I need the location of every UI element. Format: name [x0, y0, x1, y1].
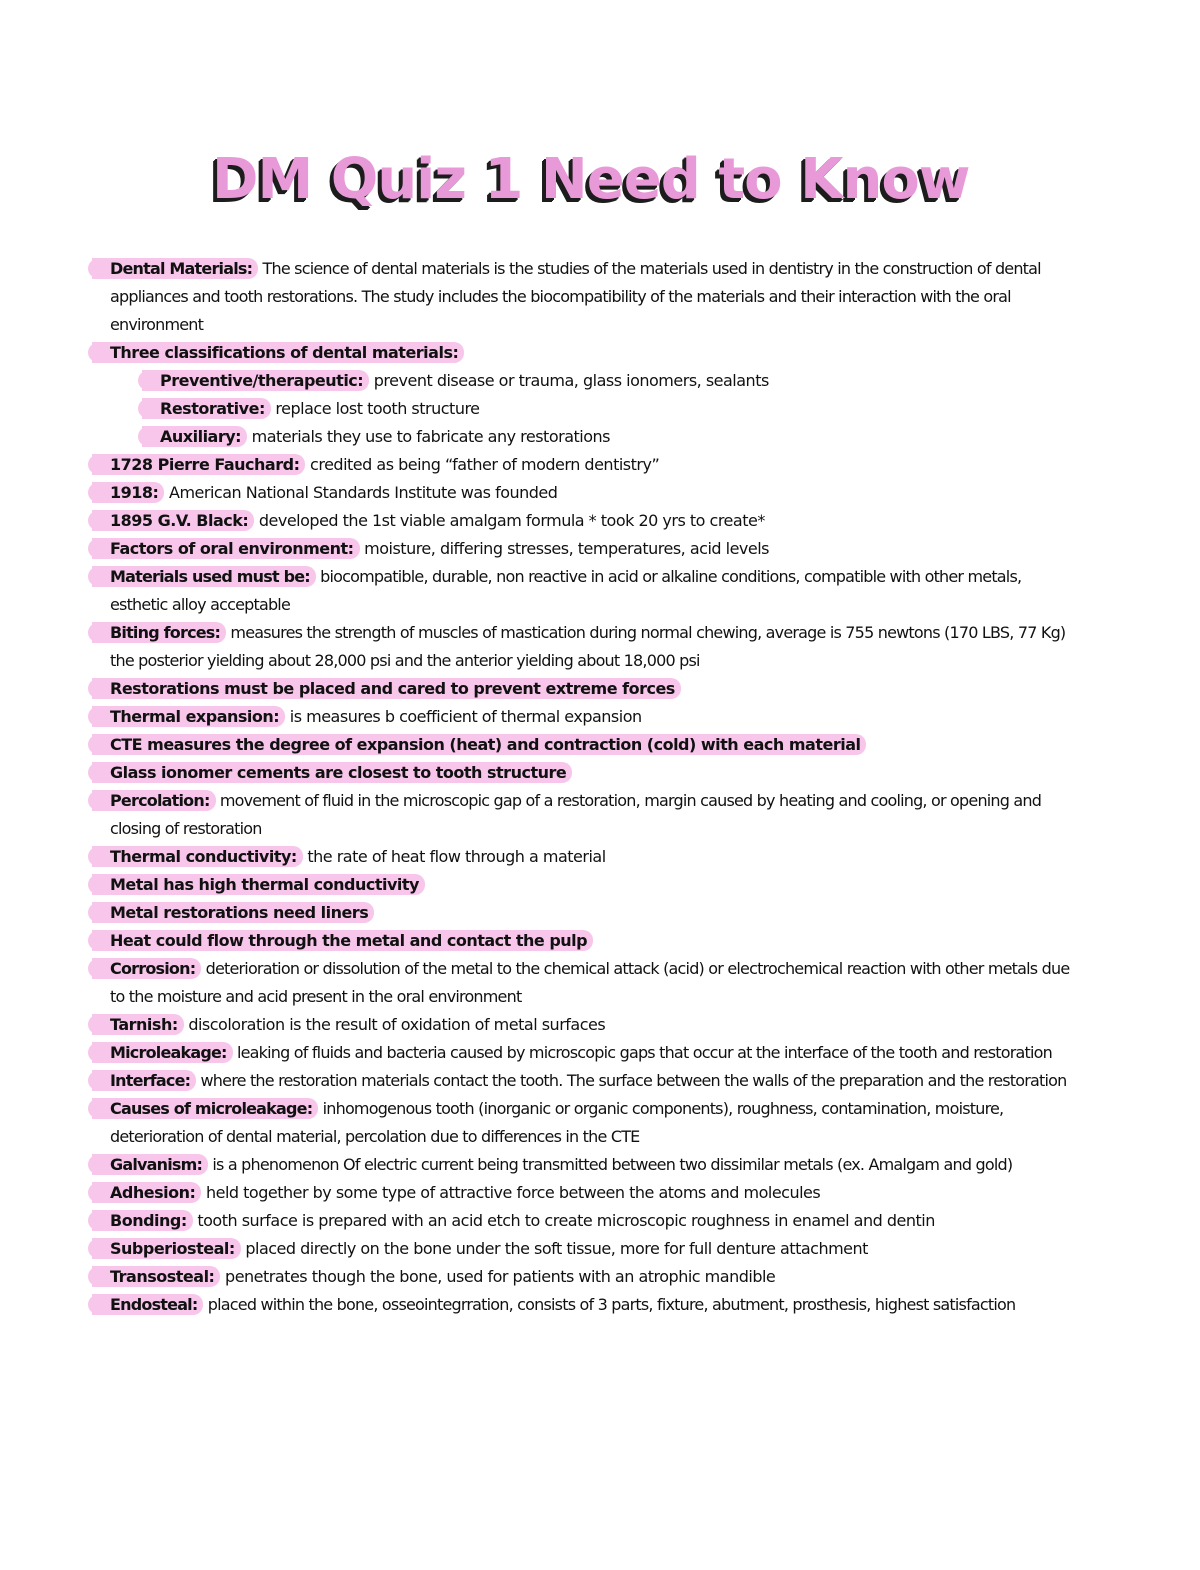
notes-list	[110, 255, 1070, 1319]
list-item	[110, 871, 1070, 899]
list-item	[110, 451, 1070, 479]
list-item	[110, 1039, 1070, 1067]
entry-term: Corrosion:	[110, 958, 201, 979]
entry-description: replace lost tooth structure	[270, 399, 480, 418]
entry-description: placed within the bone, osseointegrration, consists of 3 parts, fixture, abutment, prosthesis, highest satisfaction	[203, 1295, 1016, 1314]
list-item	[110, 1291, 1070, 1319]
entry-description: credited as being “father of modern dentistry”	[305, 455, 660, 474]
entry-term: Microleakage:	[110, 1042, 233, 1063]
entry-term: Biting forces:	[110, 622, 226, 643]
entry-term: Metal has high thermal conductivity	[110, 874, 425, 895]
list-item	[110, 507, 1070, 535]
entry-term: CTE measures the degree of expansion (heat) and contraction (cold) with each material	[110, 734, 866, 755]
list-item	[110, 367, 1070, 395]
list-item	[110, 955, 1070, 1011]
entry-term: Interface:	[110, 1070, 196, 1091]
list-item	[110, 479, 1070, 507]
list-item	[110, 1235, 1070, 1263]
list-item	[110, 1263, 1070, 1291]
list-item	[110, 339, 1070, 367]
entry-term: Tarnish:	[110, 1014, 184, 1035]
entry-term: Causes of microleakage:	[110, 1098, 318, 1119]
entry-description: tooth surface is prepared with an acid etch to create microscopic roughness in enamel and dentin	[192, 1211, 935, 1230]
entry-term: Adhesion:	[110, 1182, 201, 1203]
list-item	[110, 1067, 1070, 1095]
entry-term: 1728 Pierre Fauchard:	[110, 454, 305, 475]
entry-term: Dental Materials:	[110, 258, 258, 279]
entry-term: 1895 G.V. Black:	[110, 510, 254, 531]
list-item	[110, 731, 1070, 759]
list-item	[110, 1207, 1070, 1235]
entry-term: Endosteal:	[110, 1294, 203, 1315]
entry-description: biocompatible, durable, non reactive in acid or alkaline conditions, compatible with other metals, esthetic alloy acceptable	[110, 567, 1022, 614]
list-item	[110, 927, 1070, 955]
entry-description: American National Standards Institute was founded	[164, 483, 558, 502]
entry-description: The science of dental materials is the studies of the materials used in dentistry in the construction of dental appliances and tooth restorations. The study includes the biocompatibility of the materials and their interaction with the oral environment	[110, 259, 1041, 334]
entry-term: Factors of oral environment:	[110, 538, 360, 559]
list-item	[110, 899, 1070, 927]
entry-description: is a phenomenon Of electric current being transmitted between two dissimilar metals (ex. Amalgam and gold)	[208, 1155, 1013, 1174]
list-item	[110, 759, 1070, 787]
entry-term: Thermal conductivity:	[110, 846, 303, 867]
entry-description: penetrates though the bone, used for patients with an atrophic mandible	[220, 1267, 776, 1286]
list-item	[110, 1011, 1070, 1039]
list-item	[110, 423, 1070, 451]
entry-description: placed directly on the bone under the soft tissue, more for full denture attachment	[240, 1239, 868, 1258]
entry-description: movement of fluid in the microscopic gap of a restoration, margin caused by heating and cooling, or opening and closing of restoration	[110, 791, 1042, 838]
page-title: DM Quiz 1 Need to Know	[212, 147, 970, 212]
entry-term: Preventive/therapeutic:	[160, 370, 369, 391]
list-item	[110, 703, 1070, 731]
entry-term: Galvanism:	[110, 1154, 208, 1175]
entry-term: Metal restorations need liners	[110, 902, 374, 923]
list-item	[110, 535, 1070, 563]
entry-description: materials they use to fabricate any restorations	[247, 427, 610, 446]
entry-term: Glass ionomer cements are closest to tooth structure	[110, 762, 572, 783]
entry-term: Subperiosteal:	[110, 1238, 241, 1259]
entry-description: leaking of fluids and bacteria caused by microscopic gaps that occur at the interface of the tooth and restoration	[232, 1043, 1052, 1062]
list-item	[110, 563, 1070, 619]
entry-description: held together by some type of attractive force between the atoms and molecules	[201, 1183, 821, 1202]
entry-term: Auxiliary:	[160, 426, 247, 447]
entry-term: 1918:	[110, 482, 164, 503]
list-item	[110, 675, 1070, 703]
entry-description: where the restoration materials contact the tooth. The surface between the walls of the preparation and the restoration	[196, 1071, 1067, 1090]
entry-term: Restorations must be placed and cared to prevent extreme forces	[110, 678, 681, 699]
list-item	[110, 619, 1070, 675]
entry-term: Thermal expansion:	[110, 706, 285, 727]
entry-description: inhomogenous tooth (inorganic or organic components), roughness, contamination, moisture, deterioration of dental material, percolation due to differences in the CTE	[110, 1099, 1004, 1146]
entry-term: Restorative:	[160, 398, 271, 419]
entry-term: Heat could flow through the metal and contact the pulp	[110, 930, 593, 951]
list-item	[110, 1151, 1070, 1179]
list-item	[110, 395, 1070, 423]
list-item	[110, 787, 1070, 843]
entry-description: discoloration is the result of oxidation of metal surfaces	[183, 1015, 606, 1034]
entry-description: developed the 1st viable amalgam formula * took 20 yrs to create*	[254, 511, 765, 530]
entry-description: the rate of heat flow through a material	[302, 847, 606, 866]
entry-term: Bonding:	[110, 1210, 193, 1231]
entry-description: measures the strength of muscles of mastication during normal chewing, average is 755 newtons (170 LBS, 77 Kg) the posterior yielding about 28,000 psi and the anterior yielding about 18,000 psi	[110, 623, 1066, 670]
entry-term: Transosteal:	[110, 1266, 220, 1287]
list-item	[110, 1179, 1070, 1207]
entry-term: Three classifications of dental materials:	[110, 342, 464, 363]
list-item	[110, 843, 1070, 871]
entry-description: is measures b coefficient of thermal expansion	[285, 707, 642, 726]
list-item	[110, 1095, 1070, 1151]
entry-description: moisture, differing stresses, temperatures, acid levels	[359, 539, 770, 558]
entry-term: Materials used must be:	[110, 566, 316, 587]
entry-term: Percolation:	[110, 790, 216, 811]
entry-description: deterioration or dissolution of the metal to the chemical attack (acid) or electrochemical reaction with other metals due to the moisture and acid present in the oral environment	[110, 959, 1070, 1006]
list-item	[110, 255, 1070, 339]
entry-description: prevent disease or trauma, glass ionomers, sealants	[369, 371, 769, 390]
